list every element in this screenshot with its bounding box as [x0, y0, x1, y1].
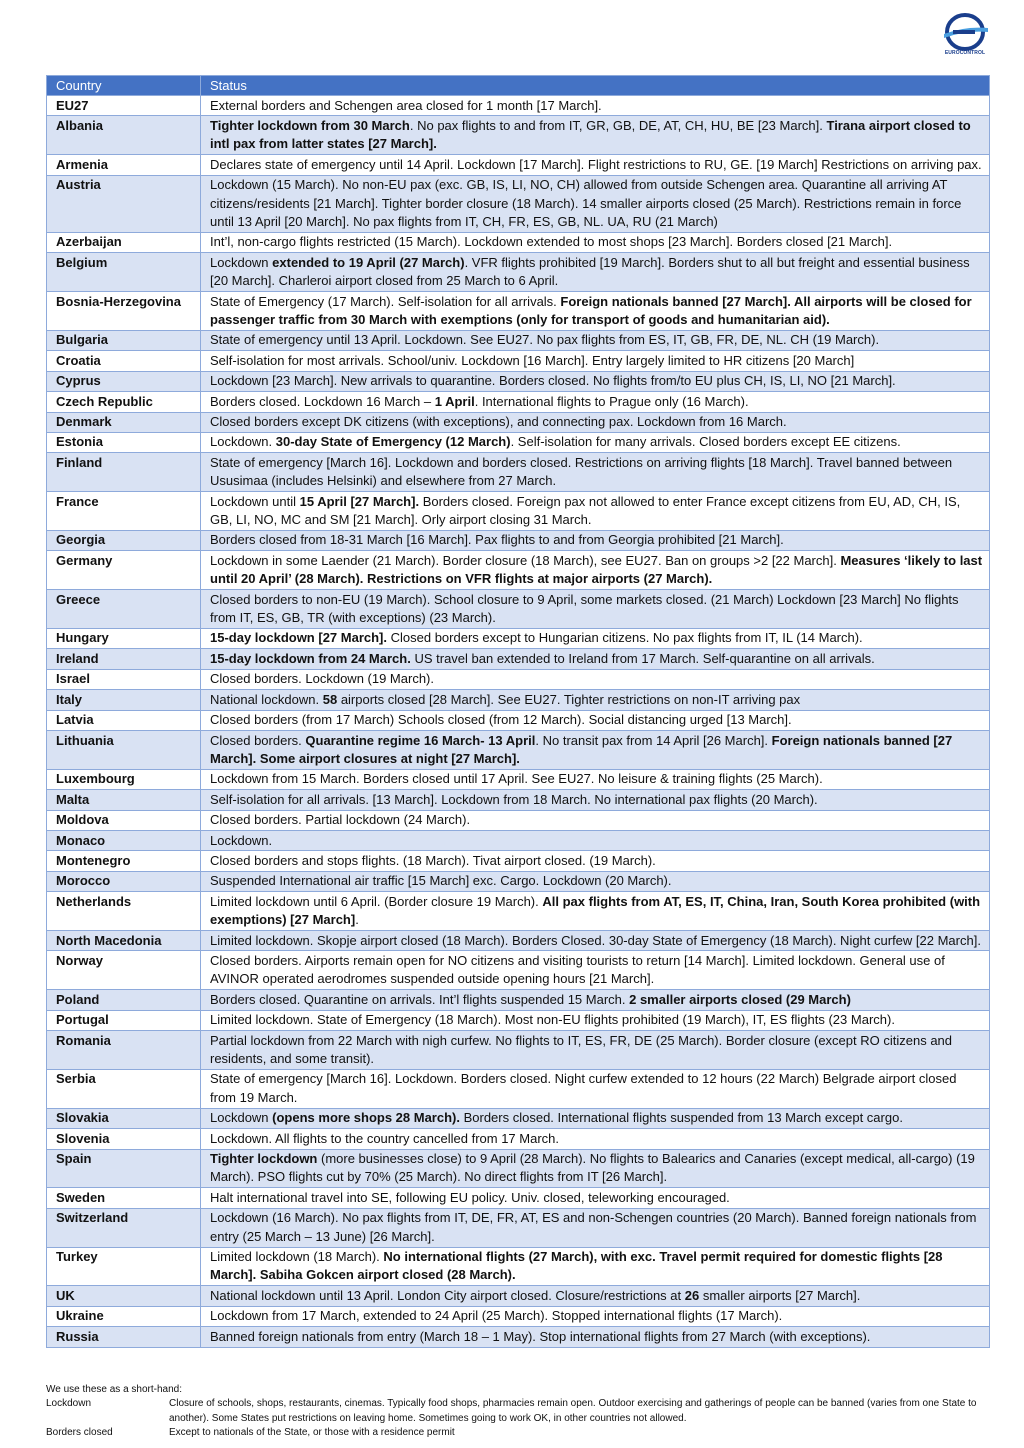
status-cell	[201, 892, 990, 931]
table-row	[47, 392, 990, 412]
status-cell	[201, 232, 990, 252]
table-row	[47, 1247, 990, 1286]
status-text: . Self-isolation for many arrivals. Closed borders except EE citizens.	[510, 434, 901, 450]
table-row	[47, 769, 990, 789]
country-cell: Ireland	[47, 649, 201, 669]
status-text: Limited lockdown (18 March).	[210, 1249, 384, 1265]
country-cell: Moldova	[47, 810, 201, 830]
status-cell	[201, 492, 990, 531]
status-cell	[201, 1208, 990, 1247]
status-cell	[201, 1327, 990, 1347]
status-text-bold: (opens more shops 28 March).	[272, 1110, 460, 1126]
country-cell: Sweden	[47, 1188, 201, 1208]
table-row	[47, 831, 990, 851]
table-row	[47, 1069, 990, 1108]
status-cell	[201, 669, 990, 689]
table-row	[47, 810, 990, 830]
country-cell: North Macedonia	[47, 931, 201, 951]
status-text: Lockdown in some Laender (21 March). Border closure (18 March), see EU27. Ban on groups >2 [22 March].	[210, 552, 841, 568]
table-row	[47, 253, 990, 292]
country-cell: Czech Republic	[47, 392, 201, 412]
status-cell	[201, 951, 990, 990]
status-text: (more businesses close) to 9 April (28 March). No flights to Balearics and Canaries (except medical, all-cargo) (19 March). PSO flights cut by 70% (25 March). No direct flights from IT [26 March].	[210, 1151, 975, 1185]
table-row	[47, 155, 990, 175]
status-text-bold: 30-day State of Emergency (12 March)	[275, 434, 511, 450]
status-cell	[201, 831, 990, 851]
status-cell	[201, 392, 990, 412]
country-cell: Bulgaria	[47, 330, 201, 350]
status-cell	[201, 731, 990, 770]
status-text-bold: No international flights (27 March), with exc. Travel permit required for domestic flights [28 March]. Sabiha Gokcen airport closed (28 March).	[210, 1249, 943, 1283]
table-row	[47, 1208, 990, 1247]
status-cell	[201, 1108, 990, 1128]
table-row	[47, 551, 990, 590]
status-text: State of Emergency (17 March). Self-isolation for all arrivals.	[210, 293, 561, 309]
country-cell: EU27	[47, 96, 201, 116]
country-cell: Armenia	[47, 155, 201, 175]
country-cell: Turkey	[47, 1247, 201, 1286]
status-text: Closed borders except DK citizens (with exceptions), and connecting pax. Lockdown from 16 March.	[210, 414, 787, 429]
table-row	[47, 990, 990, 1010]
country-cell: Finland	[47, 453, 201, 492]
status-text-bold: Measures ‘likely to last until 20 April’ (28 March). Restrictions on VFR flights at major airports (27 March).	[210, 552, 983, 587]
status-text: Lockdown (15 March). No non-EU pax (exc. GB, IS, LI, NO, CH) allowed from outside Schengen area. Quarantine all arriving AT citizens/residents [21 March]. Tighter border closure (18 March). 14 smaller airports closed (25 March). Restrictions remain in force until 13 April [20 March]. No pax flights from IT, CH, FR, ES, GB, NL. UA, RU (21 March)	[210, 177, 962, 229]
country-cell: Albania	[47, 116, 201, 155]
country-cell: Montenegro	[47, 851, 201, 871]
status-text: . No transit pax from 14 April [26 March].	[535, 732, 772, 748]
country-cell: Spain	[47, 1149, 201, 1188]
status-text: Lockdown from 15 March. Borders closed until 17 April. See EU27. No leisure & training flights (25 March).	[210, 771, 823, 787]
status-cell	[201, 871, 990, 891]
country-cell: Poland	[47, 990, 201, 1010]
status-cell	[201, 851, 990, 871]
table-row	[47, 871, 990, 891]
table-row	[47, 590, 990, 629]
country-cell: Denmark	[47, 412, 201, 432]
status-cell	[201, 175, 990, 232]
status-cell	[201, 432, 990, 452]
status-text: Closed borders to non-EU (19 March). School closure to 9 April, some markets closed. (21 March) Lockdown [23 March] No flights from IT, ES, GB, TR (with exceptions) (23 March).	[210, 591, 959, 626]
country-cell: Portugal	[47, 1010, 201, 1030]
country-cell: Norway	[47, 951, 201, 990]
table-row	[47, 1108, 990, 1128]
status-text: Halt international travel into SE, following EU policy. Univ. closed, teleworking encouraged.	[210, 1189, 730, 1205]
status-text: Lockdown until	[210, 493, 300, 509]
status-text: Self-isolation for all arrivals. [13 March]. Lockdown from 18 March. No international pax flights (20 March).	[210, 791, 818, 807]
status-text: Closed borders. Partial lockdown (24 March).	[210, 812, 471, 828]
status-cell	[201, 649, 990, 669]
table-row	[47, 1149, 990, 1188]
table-row	[47, 1306, 990, 1326]
status-text: Partial lockdown from 22 March with nigh curfew. No flights to IT, ES, FR, DE (25 March). Border closure (except RO citizens and residents, and some transit).	[210, 1032, 953, 1066]
note-term: Borders closed	[46, 1426, 113, 1438]
table-row	[47, 232, 990, 252]
country-cell: Ukraine	[47, 1306, 201, 1326]
status-text: National lockdown.	[210, 691, 323, 707]
status-text: State of emergency [March 16]. Lockdown and borders closed. Restrictions on arriving flights [18 March]. Travel banned between Ususimaa (includes Helsinki) and elsewhere from 27 March.	[210, 454, 953, 489]
status-text: Closed borders and stops flights. (18 March). Tivat airport closed. (19 March).	[210, 852, 656, 868]
status-text-bold: All pax flights from AT, ES, IT, China, Iran, South Korea prohibited (with exemptions) [27 March]	[210, 893, 981, 928]
status-text-bold: 1 April	[434, 393, 475, 409]
table-row	[47, 931, 990, 951]
country-cell: Greece	[47, 590, 201, 629]
table-row	[47, 371, 990, 391]
status-text-bold: extended to 19 April (27 March)	[272, 254, 465, 270]
note-term: Lockdown	[46, 1398, 92, 1410]
status-cell	[201, 690, 990, 710]
note-definition: Except to nationals of the State, or those with a residence permit	[169, 1426, 455, 1438]
status-cell	[201, 628, 990, 648]
status-text-bold: 15-day lockdown from 24 March.	[210, 650, 411, 666]
table-row	[47, 96, 990, 116]
country-cell: Morocco	[47, 871, 201, 891]
status-text: Closed borders. Lockdown (19 March).	[210, 671, 434, 687]
table-row	[47, 649, 990, 669]
table-row	[47, 351, 990, 371]
table-row	[47, 330, 990, 350]
country-cell: Monaco	[47, 831, 201, 851]
status-text: . VFR flights prohibited [19 March]. Borders shut to all but freight and essential business [20 March]. Charleroi airport closed from 25 March to 6 April.	[210, 254, 970, 289]
table-row	[47, 790, 990, 810]
country-cell: Russia	[47, 1327, 201, 1347]
status-text: US travel ban extended to Ireland from 17 March. Self-quarantine on all arrivals.	[410, 650, 875, 666]
status-cell	[201, 253, 990, 292]
status-cell	[201, 810, 990, 830]
country-status-table	[46, 75, 990, 1348]
status-text: National lockdown until 13 April. London City airport closed. Closure/restrictions at	[210, 1287, 685, 1303]
table-row	[47, 710, 990, 730]
status-text: Limited lockdown until 6 April. (Border closure 19 March).	[210, 893, 543, 909]
table-row	[47, 175, 990, 232]
status-text: Lockdown [23 March]. New arrivals to quarantine. Borders closed. No flights from/to EU plus CH, IS, LI, NO [21 March].	[210, 373, 896, 389]
status-cell	[201, 1306, 990, 1326]
status-cell	[201, 1286, 990, 1306]
status-text-bold: 58	[322, 691, 338, 707]
status-cell	[201, 710, 990, 730]
country-cell: Italy	[47, 690, 201, 710]
status-cell	[201, 155, 990, 175]
status-cell	[201, 116, 990, 155]
status-text: Lockdown	[210, 1110, 273, 1126]
status-cell	[201, 292, 990, 331]
status-cell	[201, 1129, 990, 1149]
status-text: Suspended International air traffic [15 March] exc. Cargo. Lockdown (20 March).	[210, 873, 672, 889]
table-row	[47, 1010, 990, 1030]
table-row	[47, 892, 990, 931]
status-cell	[201, 1069, 990, 1108]
status-text: Self-isolation for most arrivals. School/univ. Lockdown [16 March]. Entry largely limited to HR citizens [20 March]	[210, 352, 855, 368]
table-row	[47, 292, 990, 331]
status-text-bold: Foreign nationals banned [27 March]. Some airport closures at night [27 March].	[210, 732, 953, 766]
country-cell: France	[47, 492, 201, 531]
country-cell: Netherlands	[47, 892, 201, 931]
status-text: Lockdown (16 March). No pax flights from IT, DE, FR, AT, ES and non-Schengen countries (20 March). Banned foreign nationals from entry (25 March – 13 June) [26 March].	[210, 1210, 977, 1244]
status-text: Limited lockdown. Skopje airport closed (18 March). Borders Closed. 30-day State of Emergency (18 March). Night curfew [22 March].	[210, 932, 981, 948]
country-cell: Lithuania	[47, 731, 201, 770]
status-text-bold: Tirana airport closed to intl pax from latter states [27 March].	[210, 117, 971, 152]
eurocontrol-logo-icon	[940, 12, 990, 52]
status-cell	[201, 96, 990, 116]
country-cell: Latvia	[47, 710, 201, 730]
status-text: Closed borders. Airports remain open for NO citizens and visiting tourists to return [14 March]. Limited lockdown. General use of AVINOR operated aerodromes suspended outside opening hours [21 March].	[210, 952, 945, 987]
status-text: Lockdown. All flights to the country cancelled from 17 March.	[210, 1130, 560, 1146]
status-cell	[201, 530, 990, 550]
country-cell: Azerbaijan	[47, 232, 201, 252]
country-cell: Switzerland	[47, 1208, 201, 1247]
notes-section	[46, 1383, 1016, 1440]
status-cell	[201, 551, 990, 590]
status-text: Closed borders except to Hungarian citizens. No pax flights from IT, IL (14 March).	[387, 630, 863, 646]
status-cell	[201, 330, 990, 350]
table-row	[47, 1129, 990, 1149]
status-cell	[201, 590, 990, 629]
status-text: .	[355, 912, 359, 928]
status-text: Borders closed. Quarantine on arrivals. Int’l flights suspended 15 March.	[210, 991, 630, 1007]
status-text-bold: Foreign nationals banned [27 March]. All airports will be closed for passenger traffic from 30 March with exemptions (only for transport of goods and humanitarian aid).	[210, 293, 972, 327]
country-cell: Israel	[47, 669, 201, 689]
country-cell: Croatia	[47, 351, 201, 371]
table-row	[47, 1327, 990, 1347]
status-cell	[201, 990, 990, 1010]
country-cell: Romania	[47, 1031, 201, 1070]
notes-intro: We use these as a short-hand:	[46, 1384, 183, 1395]
status-cell	[201, 412, 990, 432]
country-cell: Estonia	[47, 432, 201, 452]
table-row	[47, 951, 990, 990]
table-row	[47, 492, 990, 531]
status-text: Closed borders (from 17 March) Schools closed (from 12 March). Social distancing urged [13 March].	[210, 712, 792, 728]
status-text: External borders and Schengen area closed for 1 month [17 March].	[210, 97, 602, 113]
status-text-bold: Quarantine regime 16 March- 13 April	[305, 732, 536, 748]
status-cell	[201, 769, 990, 789]
table-row	[47, 432, 990, 452]
status-text: State of emergency until 13 April. Lockdown. See EU27. No pax flights from ES, IT, GB, FR, DE, NL. CH (19 March).	[210, 332, 880, 348]
country-cell: Germany	[47, 551, 201, 590]
country-cell: Luxembourg	[47, 769, 201, 789]
table-row	[47, 851, 990, 871]
country-cell: Austria	[47, 175, 201, 232]
header-country: Country	[47, 76, 201, 96]
status-text-bold: Tighter lockdown	[210, 1151, 318, 1167]
country-cell: Slovakia	[47, 1108, 201, 1128]
table-row	[47, 669, 990, 689]
status-text: Lockdown.	[210, 832, 273, 848]
status-text: Borders closed from 18-31 March [16 March]. Pax flights to and from Georgia prohibited [21 March].	[210, 532, 784, 548]
table-row	[47, 731, 990, 770]
status-text: Lockdown.	[210, 434, 276, 450]
status-text-bold: 15 April [27 March].	[299, 493, 420, 509]
status-text: Lockdown	[210, 254, 273, 270]
country-cell: Slovenia	[47, 1129, 201, 1149]
note-item-borders-closed	[46, 1426, 1016, 1440]
status-text: Borders closed. International flights suspended from 13 March except cargo.	[459, 1110, 903, 1126]
status-text: State of emergency [March 16]. Lockdown. Borders closed. Night curfew extended to 12 hours (22 March) Belgrade airport closed from 19 March.	[210, 1071, 957, 1105]
status-cell	[201, 453, 990, 492]
status-cell	[201, 1149, 990, 1188]
country-cell: Hungary	[47, 628, 201, 648]
status-text: Borders closed. Lockdown 16 March –	[210, 393, 435, 409]
table-row	[47, 412, 990, 432]
status-text: . No pax flights to and from IT, GR, GB, DE, AT, CH, HU, BE [23 March].	[409, 117, 827, 133]
country-cell: UK	[47, 1286, 201, 1306]
status-text: . International flights to Prague only (16 March).	[474, 393, 749, 409]
status-cell	[201, 790, 990, 810]
note-item-lockdown	[46, 1397, 1016, 1426]
country-cell: Malta	[47, 790, 201, 810]
status-text: Closed borders.	[210, 732, 306, 748]
status-text-bold: 26	[684, 1287, 700, 1303]
status-cell	[201, 351, 990, 371]
table-row	[47, 1031, 990, 1070]
status-cell	[201, 1247, 990, 1286]
header-status: Status	[201, 76, 990, 96]
country-cell: Cyprus	[47, 371, 201, 391]
table-row	[47, 1286, 990, 1306]
status-text-bold: 2 smaller airports closed (29 March)	[629, 991, 851, 1007]
logo-text: EUROCONTROL	[944, 50, 986, 56]
country-cell: Serbia	[47, 1069, 201, 1108]
table-body	[47, 96, 990, 1348]
table-row	[47, 116, 990, 155]
status-cell	[201, 371, 990, 391]
status-cell	[201, 931, 990, 951]
status-cell	[201, 1031, 990, 1070]
status-text: Banned foreign nationals from entry (March 18 – 1 May). Stop international flights from 27 March (with exceptions).	[210, 1328, 871, 1344]
table-row	[47, 1188, 990, 1208]
table-header-row	[47, 76, 990, 96]
country-cell: Georgia	[47, 530, 201, 550]
status-text: Limited lockdown. State of Emergency (18 March). Most non-EU flights prohibited (19 March), IT, ES flights (23 March).	[210, 1012, 895, 1028]
table-row	[47, 628, 990, 648]
status-text-bold: 15-day lockdown [27 March].	[210, 630, 387, 646]
status-text: Declares state of emergency until 14 April. Lockdown [17 March]. Flight restrictions to RU, GE. [19 March] Restrictions on arriving pax.	[210, 156, 982, 172]
note-definition: Closure of schools, shops, restaurants, cinemas. Typically food shops, pharmacies remain open. Outdoor exercising and gatherings of people can be banned (varies from one State to another). Some States put restrictions on leaving home. Sometimes going to work OK, in other countries not allowed.	[169, 1398, 977, 1424]
country-cell: Belgium	[47, 253, 201, 292]
status-cell	[201, 1188, 990, 1208]
table-row	[47, 453, 990, 492]
country-cell: Bosnia-Herzegovina	[47, 292, 201, 331]
status-text: Borders closed. Foreign pax not allowed to enter France except citizens from EU, AD, CH, IS, GB, LI, NO, MC and SM [21 March]. Orly airport closing 31 March.	[210, 493, 961, 528]
table-row	[47, 690, 990, 710]
status-text: airports closed [28 March]. See EU27. Tighter restrictions on non-IT arriving pax	[337, 691, 801, 707]
status-text: Lockdown from 17 March, extended to 24 April (25 March). Stopped international flights (17 March).	[210, 1308, 783, 1324]
status-text-bold: Tighter lockdown from 30 March	[210, 117, 410, 133]
table-row	[47, 530, 990, 550]
status-text: smaller airports [27 March].	[699, 1287, 861, 1303]
status-cell	[201, 1010, 990, 1030]
status-text: Int’l, non-cargo flights restricted (15 March). Lockdown extended to most shops [23 March]. Borders closed [21 March].	[210, 234, 893, 250]
